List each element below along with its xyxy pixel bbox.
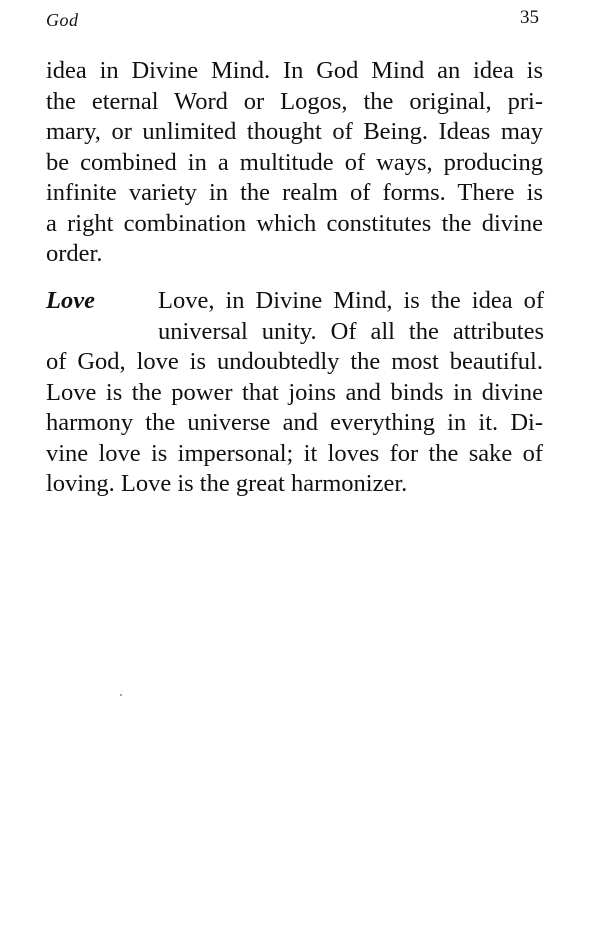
text-line: Love, in Divine Mind, is the idea of: [158, 287, 544, 314]
text-line: loving. Love is the great harmonizer.: [46, 470, 408, 497]
text-line: vine love is impersonal; it loves for the sake of: [46, 439, 543, 467]
text-line: of God, love is undoubtedly the most beautiful.: [46, 348, 543, 375]
text-line: mary, or unlimited thought of Being. Ideas may: [46, 118, 543, 145]
paragraph-ideas: [46, 56, 546, 270]
page-number: 35: [520, 7, 539, 28]
text-line: idea in Divine Mind. In God Mind an idea is: [46, 57, 543, 84]
entry-love: [46, 286, 546, 500]
text-line: be combined in a multitude of ways, producing: [46, 148, 543, 176]
text-line: universal unity. Of all the attributes: [158, 317, 544, 345]
text-line: a right combination which constitutes the divine: [46, 209, 543, 237]
text-line: order.: [46, 240, 103, 267]
text-line: infinite variety in the realm of forms. There is: [46, 179, 543, 206]
running-head: God: [46, 10, 79, 30]
text-line: Love is the power that joins and binds in divine: [46, 378, 543, 406]
text-line: the eternal Word or Logos, the original, pri-: [46, 87, 543, 115]
text-line: harmony the universe and everything in it. Di-: [46, 409, 543, 436]
print-speck: [120, 694, 122, 696]
entry-term: Love: [46, 287, 95, 314]
